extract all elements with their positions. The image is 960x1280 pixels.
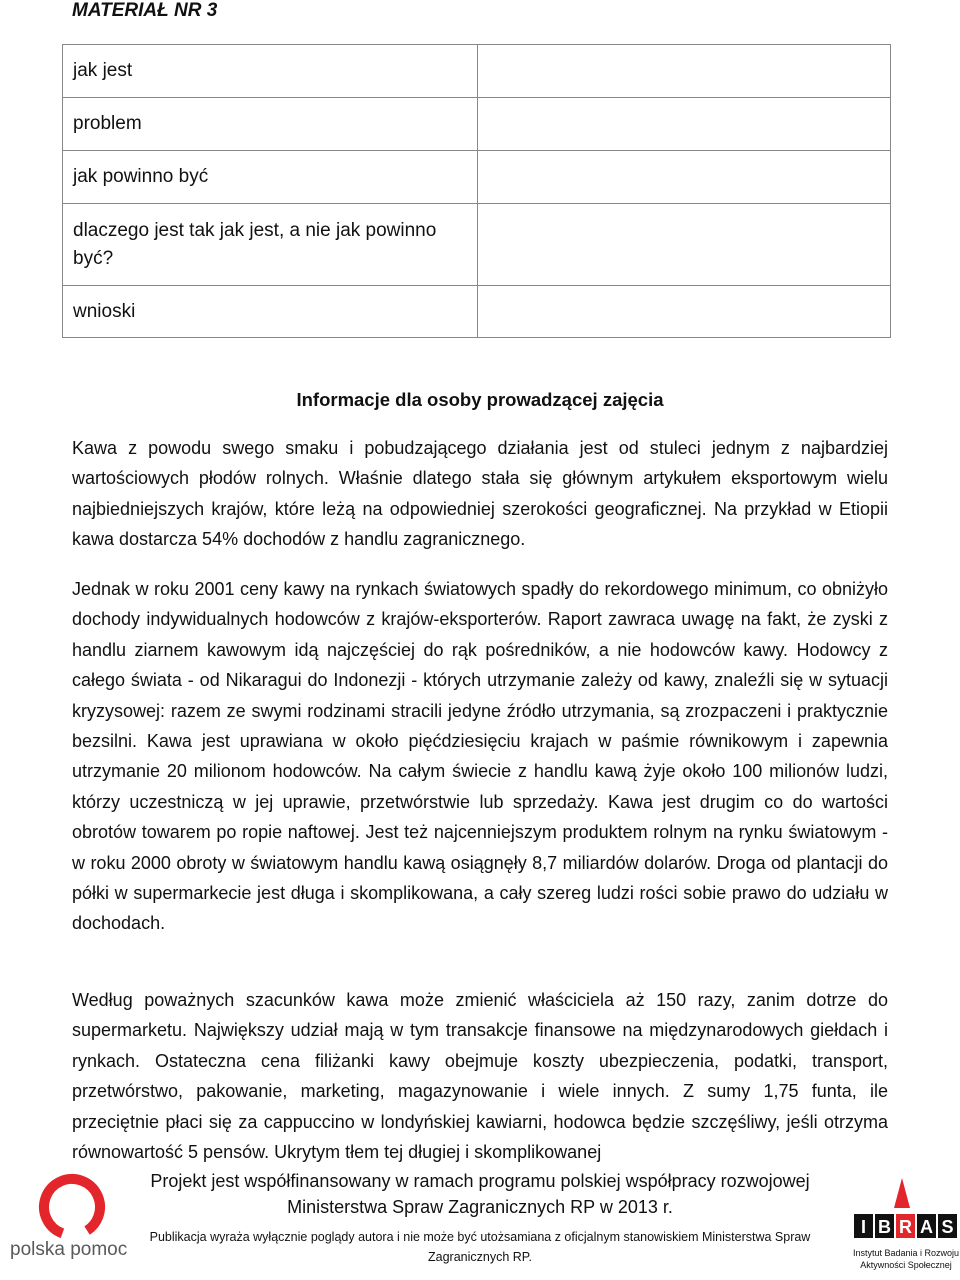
table-row [63, 98, 891, 151]
ibras-caption-line2: Aktywności Społecznej [860, 1260, 952, 1270]
ibras-logo [852, 1170, 960, 1275]
row-answer-cell[interactable] [478, 204, 891, 286]
table-row [63, 204, 891, 286]
ibras-letter: B [878, 1217, 891, 1237]
ibras-letter: R [899, 1217, 912, 1237]
footer-disclaimer: Publikacja wyraża wyłącznie poglądy autora i nie może być utożsamiana z oficjalnym stanowiskiem Ministerstwa Spraw Zagranicznych RP. [149, 1230, 811, 1264]
paragraph-1: Kawa z powodu swego smaku i pobudzającego działania jest od stuleci jednym z najbardziej wartościowych płodów rolnych. Właśnie dlatego stała się głównym artykułem eksportowym wielu najbiedniejszych krajów, które leżą na odpowiedniej szerokości geograficznej. Na przykład w Etiopii kawa dostarcza 54% dochodów z handlu zagranicznego. [72, 438, 888, 550]
section-title: Informacje dla osoby prowadzącej zajęcia [296, 389, 664, 410]
ibras-caption-line1: Instytut Badania i Rozwoju [852, 1248, 960, 1258]
ibras-emblem-icon [852, 1170, 960, 1275]
ibras-letter: I [860, 1217, 867, 1237]
row-label: dlaczego jest tak jak jest, a nie jak powinno być? [63, 204, 478, 286]
polska-pomoc-emblem-icon [10, 1165, 135, 1270]
polska-pomoc-wordmark: polska pomoc [10, 1239, 128, 1260]
row-answer-cell[interactable] [478, 151, 891, 204]
row-answer-cell[interactable] [478, 98, 891, 151]
row-answer-cell[interactable] [478, 45, 891, 98]
analysis-table [62, 44, 891, 338]
polska-pomoc-logo [10, 1165, 135, 1270]
row-label: jak jest [63, 45, 478, 98]
row-answer-cell[interactable] [478, 286, 891, 338]
table-row [63, 45, 891, 98]
row-label: wnioski [63, 286, 478, 338]
paragraph-2: Jednak w roku 2001 ceny kawy na rynkach światowych spadły do rekordowego minimum, co obniżyło dochody indywidualnych hodowców z krajów-eksporterów. Raport zawraca uwagę na fakt, że zyski z handlu ziarnem kawowym idą najczęściej do rąk pośredników, a nie hodowców kawy. Hodowcy z całego świata - od Nikaragui do Indonezji - których utrzymanie zależy od kawy, znaleźli się w sytuacji kryzysowej: razem ze swymi rodzinami stracili jedyne źródło utrzymania, są zrozpaczeni i praktycznie bezsilni. Kawa jest uprawiana w około pięćdziesięciu krajach w paśmie równikowym i zapewnia utrzymanie 20 milionom hodowców. Na całym świecie z handlu kawą żyje około 100 milionów ludzi, którzy uczestniczą w jej uprawie, przetwórstwie lub sprzedaży. Kawa jest drugim co do wartości obrotów towarem po ropie naftowej. Jest też najcenniejszym produktem rolnym na rynku światowym - w roku 2000 obroty w światowym handlu kawą osiągnęły 8,7 miliardów dolarów. Droga od plantacji do półki w supermarkecie jest długa i skomplikowana, a cały szereg ludzi rości sobie prawo do udziału w dochodach. [72, 579, 888, 934]
paragraph-3: Według poważnych szacunków kawa może zmienić właściciela aż 150 razy, zanim dotrze do supermarketu. Największy udział mają w tym transakcje finansowe na międzynarodowych giełdach i rynkach. Ostateczna cena filiżanki kawy obejmuje koszty ubezpieczenia, podatki, transport, przetwórstwo, pakowanie, marketing, magazynowanie i wiele innych. Z sumy 1,75 funta, ile przeciętnie płaci się za cappuccino w londyńskiej kawiarni, hodowca będzie szczęśliwy, jeśli otrzyma równowartość 5 pensów. Ukrytym tłem tej długiej i skomplikowanej [72, 990, 888, 1163]
table-row [63, 286, 891, 338]
row-label: problem [63, 98, 478, 151]
ibras-letter: A [920, 1217, 933, 1237]
ibras-letter: S [941, 1217, 954, 1237]
footer-funding-note: Projekt jest współfinansowany w ramach programu polskiej współpracy rozwojowej Ministerstwa Spraw Zagranicznych RP w 2013 r. [150, 1171, 810, 1217]
row-label: jak powinno być [63, 151, 478, 204]
material-heading: MATERIAŁ NR 3 [72, 0, 218, 21]
table-row [63, 151, 891, 204]
